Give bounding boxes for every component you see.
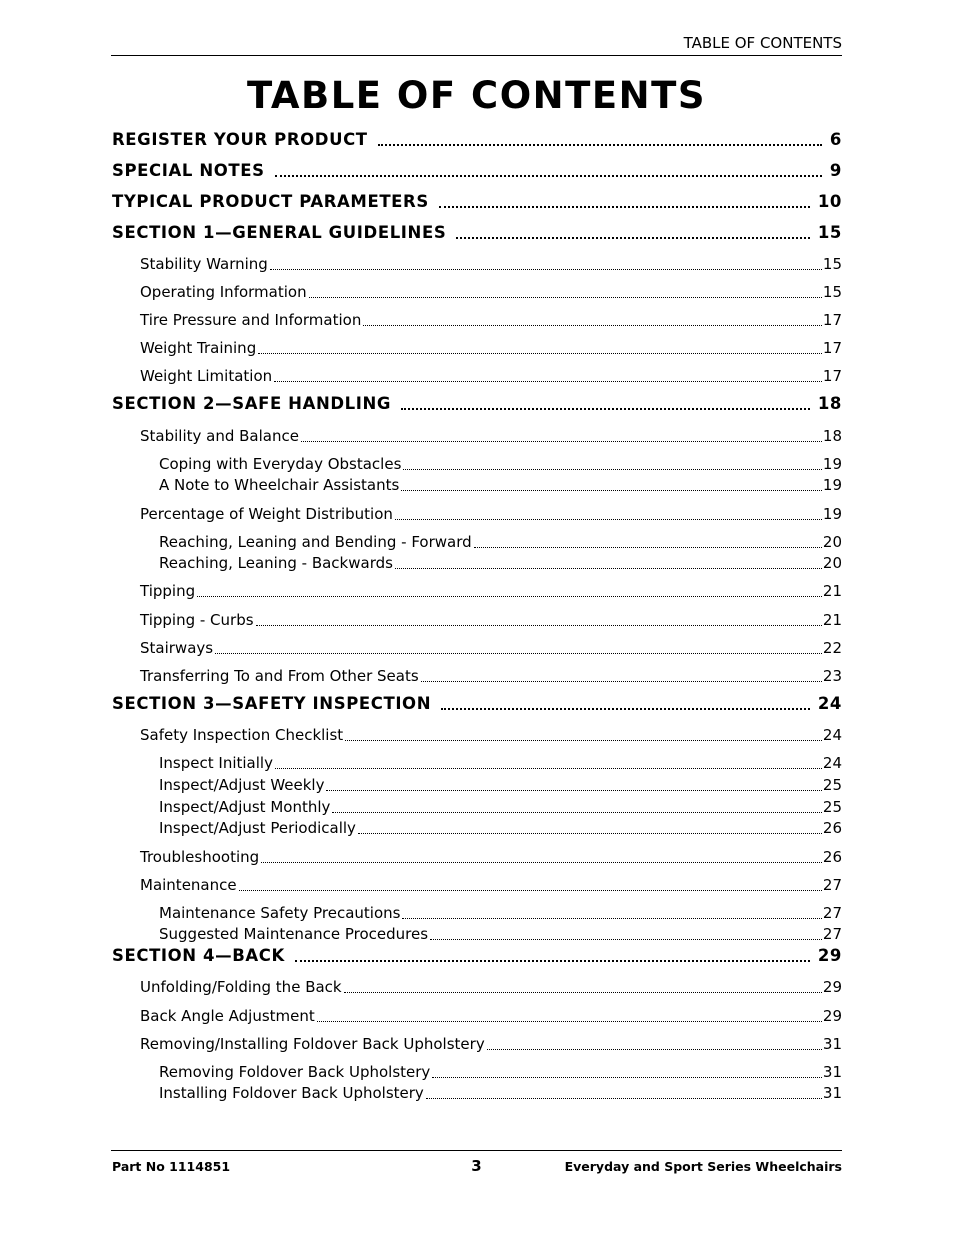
toc-entry[interactable] xyxy=(140,365,842,387)
toc-subentry[interactable] xyxy=(159,902,842,924)
toc-subentry[interactable] xyxy=(159,474,842,496)
toc-entry-title: Unfolding/Folding the Back xyxy=(140,978,342,996)
toc-entry-page: 9 xyxy=(829,161,842,180)
toc-entry-page: 27 xyxy=(822,904,842,922)
toc-entry[interactable] xyxy=(140,874,842,896)
toc-entry-page: 15 xyxy=(822,283,842,301)
toc-entry[interactable] xyxy=(140,1033,842,1055)
dot-leader xyxy=(301,431,822,442)
toc-entry[interactable] xyxy=(140,337,842,359)
dot-leader xyxy=(239,880,822,891)
toc-entry-title: SECTION 3—SAFETY INSPECTION xyxy=(112,694,432,713)
toc-entry-page: 27 xyxy=(822,876,842,894)
toc-entry-title: Troubleshooting xyxy=(140,848,260,866)
toc-entry-title: SECTION 4—BACK xyxy=(112,946,285,965)
toc-entry[interactable] xyxy=(140,976,842,998)
toc-entry-page: 29 xyxy=(822,978,842,996)
toc-entry-page: 29 xyxy=(817,946,842,965)
dot-leader xyxy=(474,537,822,548)
toc-entry[interactable] xyxy=(140,425,842,447)
toc-entry-page: 26 xyxy=(822,819,842,837)
dot-leader xyxy=(358,823,822,834)
toc-entry-title: Inspect Initially xyxy=(159,754,273,772)
toc-subentry[interactable] xyxy=(159,552,842,574)
toc-entry-page: 29 xyxy=(822,1007,842,1025)
toc-entry-title: Maintenance xyxy=(140,876,237,894)
toc-subentry[interactable] xyxy=(159,1061,842,1083)
toc-entry-title: Stability and Balance xyxy=(140,427,299,445)
toc-entry-page: 31 xyxy=(822,1035,842,1053)
dot-leader xyxy=(317,1011,822,1022)
toc-entry[interactable] xyxy=(140,609,842,631)
toc-section-entry[interactable] xyxy=(112,128,842,152)
toc-subentry[interactable] xyxy=(159,796,842,818)
toc-entry-page: 21 xyxy=(822,611,842,629)
toc-entry[interactable] xyxy=(140,253,842,275)
toc-entry-title: Inspect/Adjust Monthly xyxy=(159,798,331,816)
toc-entry[interactable] xyxy=(140,1005,842,1027)
toc-entry[interactable] xyxy=(140,503,842,525)
dot-leader xyxy=(378,134,822,146)
toc-entry[interactable] xyxy=(140,309,842,331)
dot-leader xyxy=(363,315,822,326)
dot-leader xyxy=(295,950,810,962)
toc-entry-page: 25 xyxy=(822,776,842,794)
dot-leader xyxy=(258,343,822,354)
toc-entry[interactable] xyxy=(140,665,842,687)
toc-entry-title: REGISTER YOUR PRODUCT xyxy=(112,130,368,149)
dot-leader xyxy=(215,643,822,654)
toc-entry-page: 15 xyxy=(817,223,842,242)
toc-entry-title: Transferring To and From Other Seats xyxy=(140,667,419,685)
toc-entry-title: Safety Inspection Checklist xyxy=(140,726,344,744)
toc-entry[interactable] xyxy=(140,846,842,868)
toc-entry-title: Percentage of Weight Distribution xyxy=(140,505,393,523)
toc-entry-title: Stairways xyxy=(140,639,214,657)
toc-subentry[interactable] xyxy=(159,453,842,475)
toc-entry-page: 24 xyxy=(822,754,842,772)
toc-entry[interactable] xyxy=(140,580,842,602)
toc-entry-title: Installing Foldover Back Upholstery xyxy=(159,1084,424,1102)
toc-entry-page: 18 xyxy=(822,427,842,445)
toc-section-entry[interactable] xyxy=(112,159,842,183)
toc-entry-page: 19 xyxy=(822,455,842,473)
toc-entry-page: 24 xyxy=(822,726,842,744)
toc-section-entry[interactable] xyxy=(112,944,842,968)
toc-entry-page: 23 xyxy=(822,667,842,685)
toc-entry-title: Reaching, Leaning - Backwards xyxy=(159,554,393,572)
toc-subentry[interactable] xyxy=(159,752,842,774)
toc-entry-page: 19 xyxy=(822,476,842,494)
toc-subentry[interactable] xyxy=(159,1082,842,1104)
toc-entry-title: A Note to Wheelchair Assistants xyxy=(159,476,400,494)
dot-leader xyxy=(439,196,810,208)
toc-entry-page: 31 xyxy=(822,1084,842,1102)
dot-leader xyxy=(261,852,822,863)
dot-leader xyxy=(274,371,822,382)
toc-entry-page: 26 xyxy=(822,848,842,866)
toc-entry-page: 31 xyxy=(822,1063,842,1081)
toc-entry[interactable] xyxy=(140,281,842,303)
dot-leader xyxy=(441,698,810,710)
toc-entry[interactable] xyxy=(140,724,842,746)
dot-leader xyxy=(487,1039,822,1050)
toc-entry-title: Inspect/Adjust Weekly xyxy=(159,776,325,794)
toc-entry-page: 17 xyxy=(822,367,842,385)
dot-leader xyxy=(421,671,822,682)
toc-entry-page: 25 xyxy=(822,798,842,816)
toc-entry-title: Stability Warning xyxy=(140,255,268,273)
toc-entry-title: Weight Training xyxy=(140,339,257,357)
toc-entry-title: Tire Pressure and Information xyxy=(140,311,362,329)
dot-leader xyxy=(395,509,822,520)
toc-entry-page: 20 xyxy=(822,533,842,551)
dot-leader xyxy=(344,982,822,993)
toc-entry-title: Suggested Maintenance Procedures xyxy=(159,925,429,943)
dot-leader xyxy=(197,586,822,597)
dot-leader xyxy=(275,758,822,769)
dot-leader xyxy=(432,1067,822,1078)
toc-entry-page: 27 xyxy=(822,925,842,943)
toc-entry-page: 17 xyxy=(822,339,842,357)
dot-leader xyxy=(403,459,822,470)
toc-entry-page: 6 xyxy=(829,130,842,149)
dot-leader xyxy=(332,802,822,813)
dot-leader xyxy=(326,780,821,791)
toc-entry-title: Operating Information xyxy=(140,283,307,301)
dot-leader xyxy=(430,929,822,940)
toc-section-entry[interactable] xyxy=(112,692,842,716)
dot-leader xyxy=(401,398,810,410)
dot-leader xyxy=(395,558,822,569)
toc-entry-page: 24 xyxy=(817,694,842,713)
toc-entry-page: 22 xyxy=(822,639,842,657)
toc-entry-title: Tipping - Curbs xyxy=(140,611,254,629)
running-header-title: TABLE OF CONTENTS xyxy=(683,34,842,52)
toc-entry-title: Maintenance Safety Precautions xyxy=(159,904,401,922)
toc-entry-page: 20 xyxy=(822,554,842,572)
toc-entry-page: 17 xyxy=(822,311,842,329)
toc-entry-title: Weight Limitation xyxy=(140,367,273,385)
dot-leader xyxy=(456,227,810,239)
dot-leader xyxy=(256,615,822,626)
toc-entry-title: Coping with Everyday Obstacles xyxy=(159,455,402,473)
toc-entry-title: TYPICAL PRODUCT PARAMETERS xyxy=(112,192,429,211)
toc-entry-page: 15 xyxy=(822,255,842,273)
dot-leader xyxy=(345,730,822,741)
toc-subentry[interactable] xyxy=(159,774,842,796)
toc-entry-title: SECTION 1—GENERAL GUIDELINES xyxy=(112,223,447,242)
toc-entry-title: Removing Foldover Back Upholstery xyxy=(159,1063,431,1081)
dot-leader xyxy=(270,259,822,270)
toc-entry-title: Back Angle Adjustment xyxy=(140,1007,315,1025)
toc-entry-page: 19 xyxy=(822,505,842,523)
toc-section-entry[interactable] xyxy=(112,190,842,214)
footer-part-number: Part No 1114851 xyxy=(112,1159,231,1174)
dot-leader xyxy=(401,480,822,491)
toc-entry-title: Inspect/Adjust Periodically xyxy=(159,819,356,837)
toc-entry-page: 21 xyxy=(822,582,842,600)
page-footer xyxy=(111,1150,842,1181)
page-title: TABLE OF CONTENTS xyxy=(247,74,706,117)
toc-entry-title: SPECIAL NOTES xyxy=(112,161,265,180)
toc-entry-title: SECTION 2—SAFE HANDLING xyxy=(112,394,392,413)
footer-page-number: 3 xyxy=(471,1157,482,1175)
toc-subentry[interactable] xyxy=(159,817,842,839)
toc-entry[interactable] xyxy=(140,637,842,659)
dot-leader xyxy=(426,1088,822,1099)
dot-leader xyxy=(309,287,822,298)
dot-leader xyxy=(275,165,822,177)
toc-section-entry[interactable] xyxy=(112,221,842,245)
toc-subentry[interactable] xyxy=(159,531,842,553)
footer-product-name: Everyday and Sport Series Wheelchairs xyxy=(564,1159,842,1174)
toc-section-entry[interactable] xyxy=(112,392,842,416)
toc-entry-title: Tipping xyxy=(140,582,196,600)
toc-subentry[interactable] xyxy=(159,923,842,945)
dot-leader xyxy=(402,908,821,919)
toc-entry-title: Removing/Installing Foldover Back Upholstery xyxy=(140,1035,485,1053)
toc-entry-title: Reaching, Leaning and Bending - Forward xyxy=(159,533,472,551)
toc-entry-page: 18 xyxy=(817,394,842,413)
toc-entry-page: 10 xyxy=(817,192,842,211)
